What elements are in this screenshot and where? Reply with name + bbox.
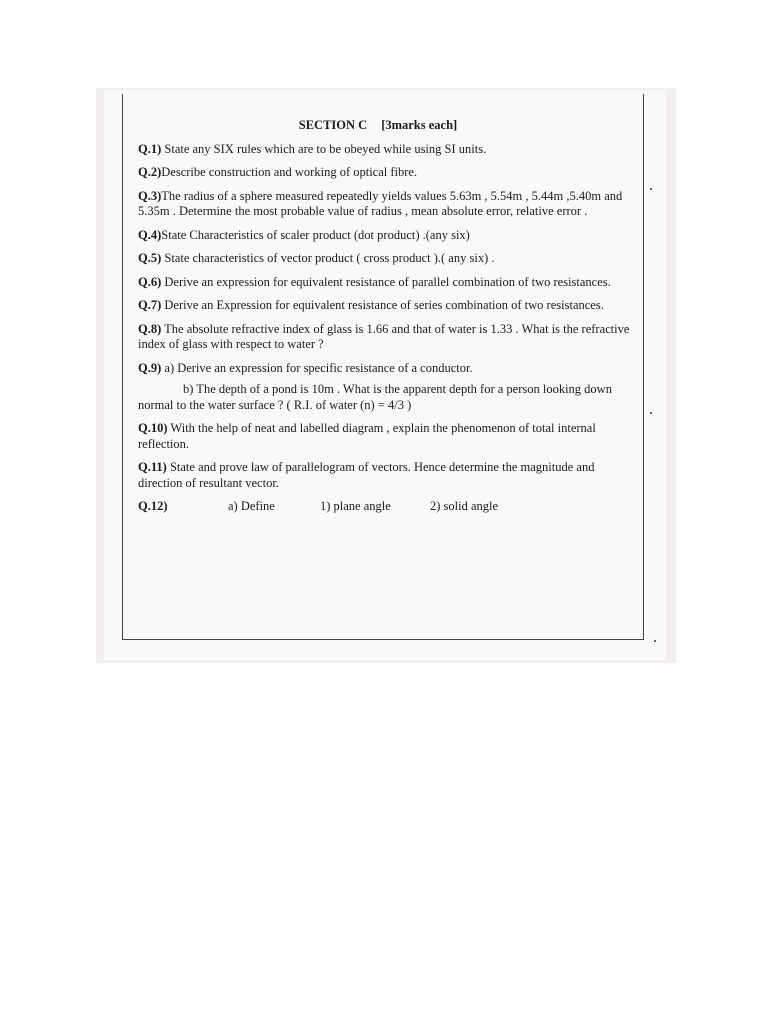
section-heading <box>118 118 638 134</box>
bottom-border <box>122 639 644 640</box>
question-5: Q.5) State characteristics of vector product ( cross product ).( any six) . <box>138 251 495 265</box>
question-10: Q.10) With the help of neat and labelled diagram , explain the phenomenon of total internal reflection. <box>138 421 596 451</box>
question-7: Q.7) Derive an Expression for equivalent resistance of series combination of two resistances. <box>138 298 604 312</box>
question-6: Q.6) Derive an expression for equivalent resistance of parallel combination of two resistances. <box>138 274 611 289</box>
speck <box>650 412 652 414</box>
question-1: Q.1) State any SIX rules which are to be obeyed while using SI units. <box>138 141 487 156</box>
question-paper <box>138 118 638 523</box>
question-11: Q.11) State and prove law of parallelogram of vectors. Hence determine the magnitude and direction of resultant vector. <box>138 460 595 490</box>
question-3: Q.3)The radius of a sphere measured repeatedly yields values 5.63m , 5.54m , 5.44m ,5.40m and 5.35m . Determine the most probable value of radius , mean absolute error, relative error . <box>138 188 623 218</box>
question-2: Q.2)Describe construction and working of optical fibre. <box>138 165 418 179</box>
section-marks: [3marks each] <box>381 118 458 132</box>
question-9a: Q.9) a) Derive an expression for specific resistance of a conductor. <box>138 360 473 375</box>
section-title: SECTION C <box>298 118 368 132</box>
speck <box>654 640 656 642</box>
question-4: Q.4)State Characteristics of scaler product (dot product) .(any six) <box>138 227 470 242</box>
question-12: Q.12) a) Define 1) plane angle 2) solid angle <box>138 499 499 513</box>
question-9b: b) The depth of a pond is 10m . What is the apparent depth for a person looking down normal to the water surface ? ( R.I. of water (n) = 4/3 ) <box>138 382 612 412</box>
speck <box>650 188 652 190</box>
question-8: Q.8) The absolute refractive index of glass is 1.66 and that of water is 1.33 . What is the refractive index of glass with respect to water ? <box>138 321 630 351</box>
